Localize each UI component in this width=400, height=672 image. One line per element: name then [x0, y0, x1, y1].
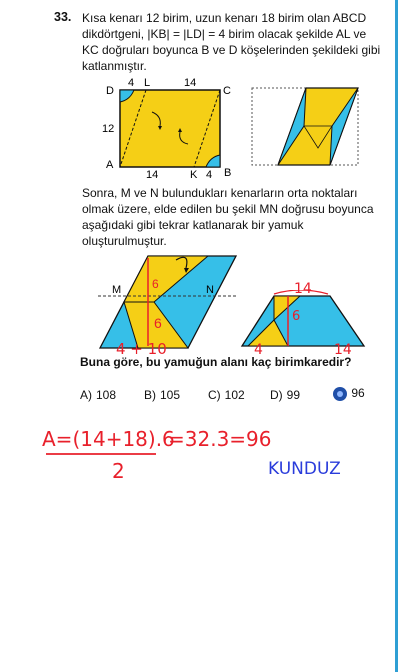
choice-e-selected[interactable]: [332, 386, 365, 402]
hw-formula-result: =32.3=96: [168, 427, 272, 451]
hw-fig3-height-svg: [290, 304, 314, 328]
length-top-small: 4: [128, 77, 135, 89]
hw-brand: KUNDUZ: [268, 459, 341, 479]
question-number: 33.: [54, 10, 72, 24]
choice-value: 99: [286, 388, 301, 402]
label-A: A: [106, 159, 114, 171]
figure-folded-result: [250, 86, 362, 168]
choice-a[interactable]: [80, 388, 116, 402]
label-K: K: [190, 169, 198, 181]
hw-fig3-left: 4: [254, 342, 263, 358]
length-side: 12: [102, 123, 115, 135]
hw-formula-result-svg: [166, 420, 306, 454]
label-L: L: [144, 77, 151, 89]
middle-line: oluşturulmuştur.: [82, 234, 167, 248]
choice-value: 108: [96, 388, 117, 402]
question-middle: [82, 185, 382, 249]
middle-line: olmak üzere, elde edilen bu şekil MN doğrusu boyunca: [82, 202, 374, 216]
choice-c[interactable]: [208, 388, 245, 402]
hw-fig2-bottom: 4 + 10: [116, 340, 167, 358]
figure-rectangle-folded: [100, 72, 250, 182]
hw-fig3-top-svg: [290, 278, 350, 298]
question-prompt: Buna göre, bu yamuğun alanı kaç birimkaredir?: [80, 355, 352, 369]
length-top-large: 14: [184, 77, 197, 89]
middle-line: aşağıdaki gibi tekrar katlanarak bir yamuk: [82, 218, 304, 232]
scroll-edge-bar[interactable]: [395, 0, 398, 672]
choice-value: 96: [351, 386, 365, 401]
intro-line: KC doğruları boyunca B ve D köşelerinden şekildeki gibi: [82, 43, 381, 57]
choice-letter: C): [208, 388, 221, 402]
hw-formula-bar-svg: [40, 450, 160, 484]
middle-line: Sonra, M ve N bulundukları kenarların orta noktaları: [82, 186, 358, 200]
hw-formula-den: 2: [112, 459, 125, 483]
label-C: C: [223, 85, 231, 97]
choice-letter: A): [80, 388, 92, 402]
intro-line: dikdörtgeni, |KB| = |LD| = 4 birim olacak şekilde AL ve: [82, 27, 367, 41]
selected-bubble-icon: [332, 386, 348, 402]
choice-d[interactable]: [270, 388, 300, 402]
hw-fig3-height: 6: [292, 309, 301, 324]
choice-letter: D): [270, 388, 283, 402]
length-bottom-small: 4: [206, 169, 213, 181]
choice-value: 105: [160, 388, 181, 402]
length-bottom-large: 14: [146, 169, 159, 181]
choice-b[interactable]: [144, 388, 180, 402]
hw-fig2-height: 6: [152, 277, 159, 291]
label-D: D: [106, 85, 114, 97]
hw-fig2-inner: 6: [154, 315, 162, 331]
label-M: M: [112, 284, 122, 296]
label-B: B: [224, 167, 232, 179]
hw-brand-svg: [266, 452, 376, 484]
choice-letter: B): [144, 388, 156, 402]
hw-formula-top: A=(14+18).6: [42, 427, 175, 451]
intro-line: Kısa kenarı 12 birim, uzun kenarı 18 birim olan ABCD: [82, 11, 367, 25]
choice-value: 102: [224, 388, 245, 402]
hw-fig3-right: 14: [334, 342, 352, 358]
question-intro: [82, 10, 382, 74]
answer-choices: [80, 388, 380, 406]
intro-line: katlanmıştır.: [82, 59, 147, 73]
hw-fig3-top: 14: [294, 281, 312, 297]
label-N: N: [206, 284, 214, 296]
